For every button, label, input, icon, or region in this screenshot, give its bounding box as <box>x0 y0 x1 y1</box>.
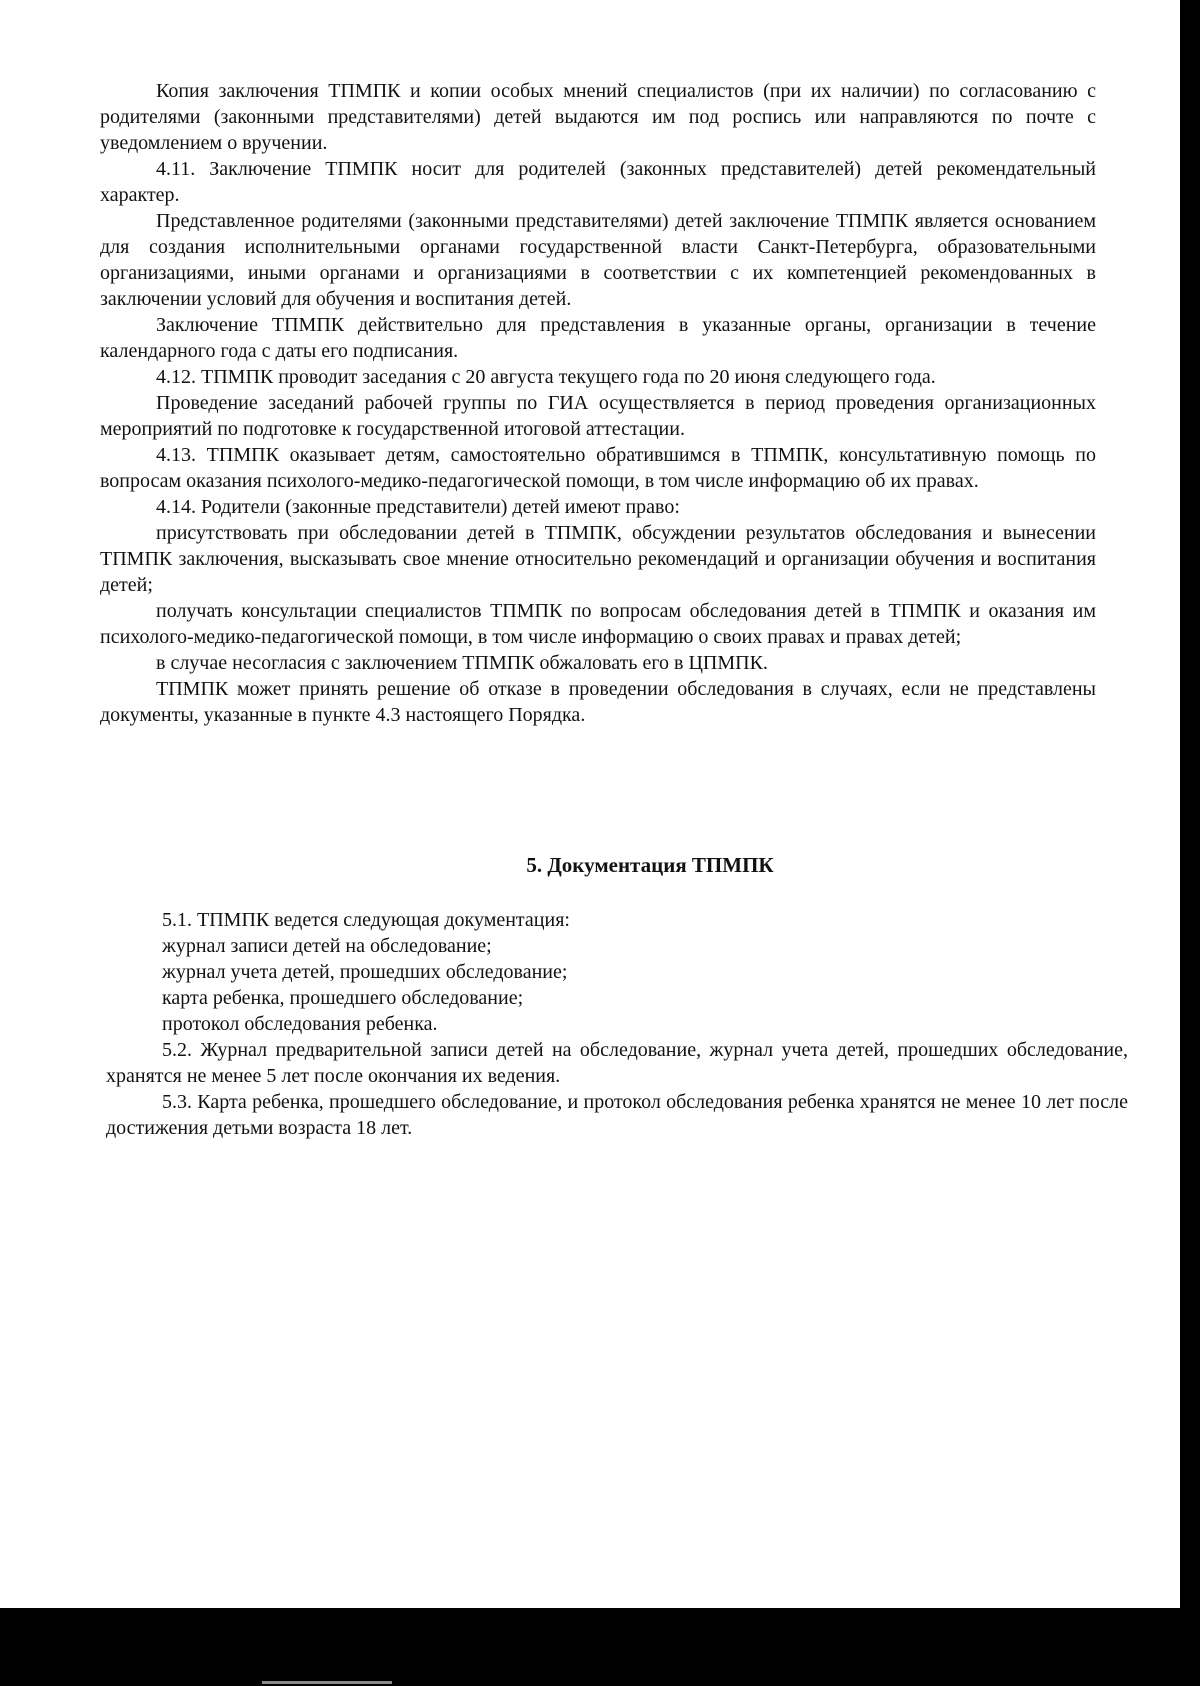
paragraph-4-13: 4.13. ТПМПК оказывает детям, самостоятельно обратившимся в ТПМПК, консультативную помощь по вопросам оказания психолого-медико-педагогической помощи, в том числе информацию об их правах. <box>100 444 1096 492</box>
section-5-body <box>106 907 1128 1141</box>
scan-edge-right <box>1180 0 1200 1686</box>
paragraph-conclusion-copy: Копия заключения ТПМПК и копии особых мнений специалистов (при их наличии) по согласованию с родителями (законными представителями) детей выдаются им под роспись или направляются по почте с уведомлением о вручении. <box>100 80 1096 154</box>
paragraph-gia-meetings: Проведение заседаний рабочей группы по ГИА осуществляется в период проведения организационных мероприятий по подготовке к государственной итоговой аттестации. <box>100 392 1096 440</box>
list-item-registration-journal: журнал записи детей на обследование; <box>162 935 492 957</box>
section-5-heading: 5. Документация ТПМПК <box>526 853 774 877</box>
paragraph-4-12: 4.12. ТПМПК проводит заседания с 20 августа текущего года по 20 июня следующего года. <box>156 366 936 388</box>
paragraph-4-14: 4.14. Родители (законные представители) детей имеют право: <box>156 496 680 518</box>
scan-edge-bottom <box>0 1608 1200 1686</box>
paragraph-5-1: 5.1. ТПМПК ведется следующая документация: <box>162 909 570 931</box>
list-item-examination-protocol: протокол обследования ребенка. <box>162 1013 438 1035</box>
paragraph-right-appeal: в случае несогласия с заключением ТПМПК обжаловать его в ЦПМПК. <box>156 652 768 674</box>
paragraph-4-11: 4.11. Заключение ТПМПК носит для родителей (законных представителей) детей рекомендательный характер. <box>100 158 1096 206</box>
paragraph-5-3: 5.3. Карта ребенка, прошедшего обследование, и протокол обследования ребенка хранятся не менее 10 лет после достижения детьми возраста 18 лет. <box>106 1091 1128 1139</box>
paragraph-right-attend: присутствовать при обследовании детей в ТПМПК, обсуждении результатов обследования и вынесении ТПМПК заключения, высказывать свое мнение относительно рекомендаций и организации обучения и воспитания детей; <box>100 522 1096 596</box>
paragraph-conclusion-validity: Заключение ТПМПК действительно для представления в указанные органы, организации в течение календарного года с даты его подписания. <box>100 314 1096 362</box>
paragraph-conclusion-basis: Представленное родителями (законными представителями) детей заключение ТПМПК является основанием для создания исполнительными органами государственной власти Санкт-Петербурга, образовательными организациями, иными органами и организациями в соответствии с их компетенцией рекомендованных в заключении условий для обучения и воспитания детей. <box>100 210 1096 310</box>
section-4-body <box>100 78 1096 728</box>
paragraph-5-2: 5.2. Журнал предварительной записи детей на обследование, журнал учета детей, прошедших обследование, хранятся не менее 5 лет после окончания их ведения. <box>106 1039 1128 1087</box>
list-item-accounting-journal: журнал учета детей, прошедших обследование; <box>162 961 568 983</box>
list-item-child-card: карта ребенка, прошедшего обследование; <box>162 987 524 1009</box>
paragraph-right-consult: получать консультации специалистов ТПМПК по вопросам обследования детей в ТПМПК и оказания им психолого-медико-педагогической помощи, в том числе информацию о своих правах и правах детей; <box>100 600 1096 648</box>
scan-artifact-line <box>262 1681 392 1684</box>
paragraph-refusal: ТПМПК может принять решение об отказе в проведении обследования в случаях, если не представлены документы, указанные в пункте 4.3 настоящего Порядка. <box>100 678 1096 726</box>
